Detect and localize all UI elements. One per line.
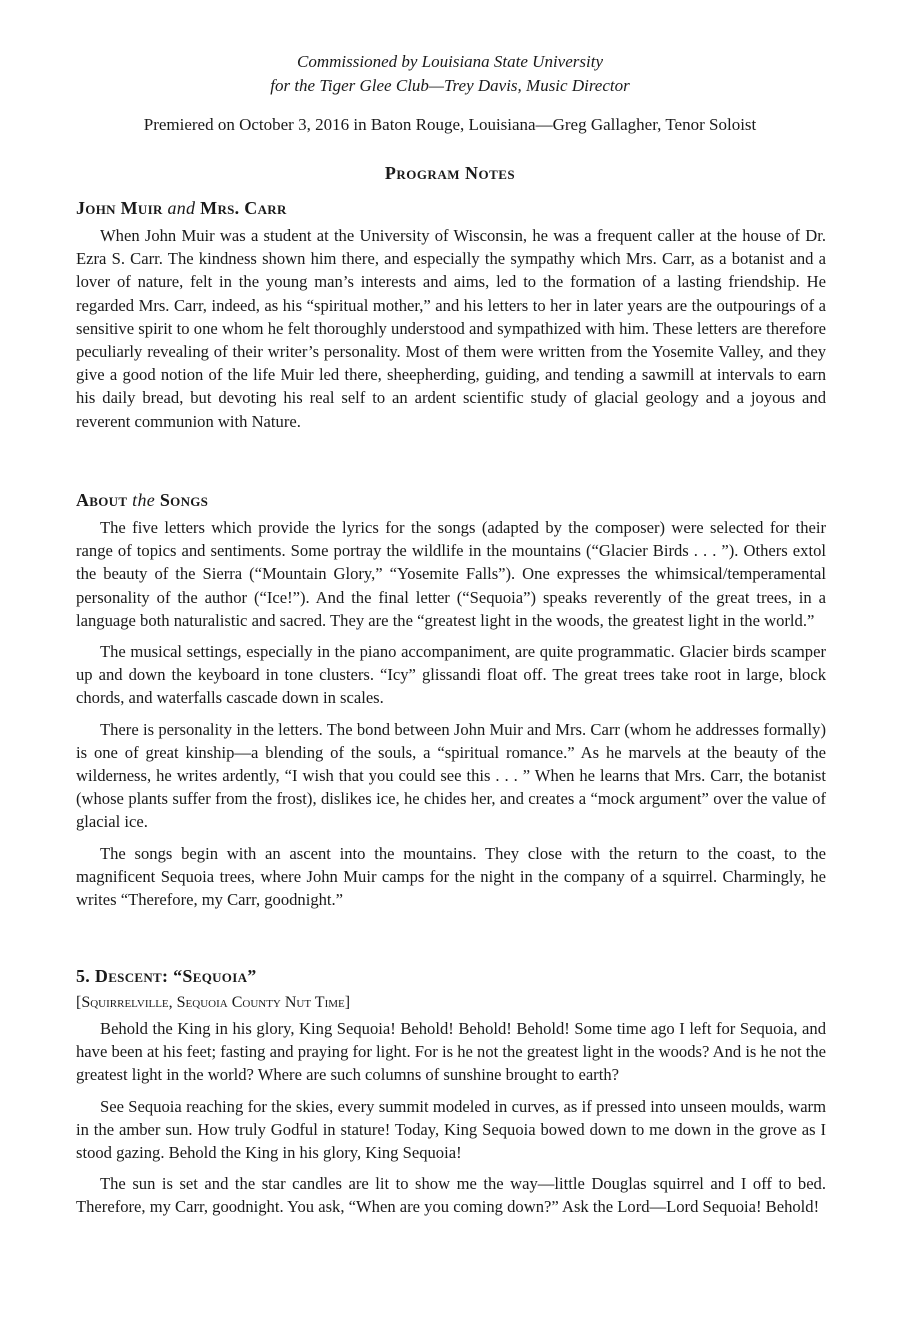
heading-part: About xyxy=(76,490,128,510)
heading-part: John Muir xyxy=(76,198,163,218)
paragraph: The songs begin with an ascent into the mountains. They close with the return to the coast, to the magnificent Sequoia trees, where John Muir camps for the night in the company of a squirrel. Charmingly, he writes “Therefore, my Carr, goodnight.” xyxy=(76,843,826,910)
lyric-paragraph: The sun is set and the star candles are lit to show me the way—little Douglas squirrel and I off to bed. Therefore, my Carr, goodnight. You ask, “When are you coming down?” Ask the Lord—Lord Sequoia! Behold! xyxy=(76,1174,826,1217)
heading-connector: the xyxy=(132,490,156,510)
section-heading xyxy=(76,196,826,220)
section-subheading: [Squirrelville, Sequoia County Nut Time] xyxy=(76,994,351,1011)
section-muir-and-carr xyxy=(76,196,826,441)
paragraph: When John Muir was a student at the University of Wisconsin, he was a frequent caller at the house of Dr. Ezra S. Carr. The kindness shown him there, and especially the sympathy which Mrs. Carr, as a botanist and a lover of nature, felt in the young man’s interests and aims, led to the formation of a lasting friendship. He regarded Mrs. Carr, indeed, as his “spiritual mother,” and his letters to her in later years are the outpourings of a sensitive spirit to one whom he felt thoroughly understood and sympathized with him. These letters are therefore peculiarly revealing of their writer’s personality. Most of them were written from the Yosemite Valley, and they give a good notion of the life Muir led there, sheepherding, guiding, and tending a sawmill at intervals to earn his daily bread, but devoting his real self to an ardent scientific study of glacial geology and a joyous and reverent communion with Nature. xyxy=(76,226,826,431)
paragraph: The five letters which provide the lyrics for the songs (adapted by the composer) were selected for their range of topics and sentiments. Some portray the wildlife in the mountains (“Glacier Birds . . . ”). Others extol the beauty of the Sierra (“Mountain Glory,” “Yosemite Falls”). One expresses the whimsical/temperamental personality of the author (“Ice!”). And the final letter (“Sequoia”) speaks reverently of the great trees, in a language both naturalistic and sacred. They are the “greatest light in the woods, the greatest light in the world.” xyxy=(76,518,826,630)
commission-line-1: Commissioned by Louisiana State University xyxy=(297,52,603,71)
section-descent-sequoia xyxy=(76,964,826,1227)
heading-part: Songs xyxy=(159,490,209,510)
premiere-line: Premiered on October 3, 2016 in Baton Rouge, Louisiana—Greg Gallagher, Tenor Soloist xyxy=(143,115,757,134)
section-heading xyxy=(76,488,826,512)
heading-part: Mrs. Carr xyxy=(200,198,287,218)
paragraph: There is personality in the letters. The bond between John Muir and Mrs. Carr (whom he addresses formally) is one of great kinship—a blending of the souls, a “spiritual romance.” As he marvels at the beauty of the wilderness, he writes ardently, “I wish that you could see this . . . ” When he learns that Mrs. Carr, the botanist (whose plants suffer from the frost), dislikes ice, he chides her, and creates a “mock argument” over the value of glacial ice. xyxy=(76,719,826,832)
section-heading: 5. Descent: “Sequoia” xyxy=(76,966,257,986)
commission-credit xyxy=(0,50,900,98)
paragraph: The musical settings, especially in the piano accompaniment, are quite programmatic. Glacier birds scamper up and down the keyboard in tone clusters. “Icy” glissandi float off. The great trees take root in large, block chords, and waterfalls cascade down in scales. xyxy=(76,642,826,708)
lyric-paragraph: See Sequoia reaching for the skies, every summit modeled in curves, as if pressed into unseen moulds, warm in the amber sun. How truly Godful in stature! Today, King Sequoia bowed down to me down in the grove as I stood gazing. Behold the King in his glory, King Sequoia! xyxy=(76,1096,826,1163)
commission-line-2: for the Tiger Glee Club—Trey Davis, Music Director xyxy=(270,76,630,95)
lyric-paragraph: Behold the King in his glory, King Sequoia! Behold! Behold! Behold! Some time ago I left for Sequoia, and have been at his feet; fasting and praying for light. For is he not the greatest light in the woods? And is he not the greatest light in the world? Where are such columns of sunshine brought to earth? xyxy=(76,1019,826,1085)
program-notes-title: Program Notes xyxy=(384,163,516,183)
heading-connector: and xyxy=(167,198,196,218)
section-about-the-songs xyxy=(76,488,826,919)
